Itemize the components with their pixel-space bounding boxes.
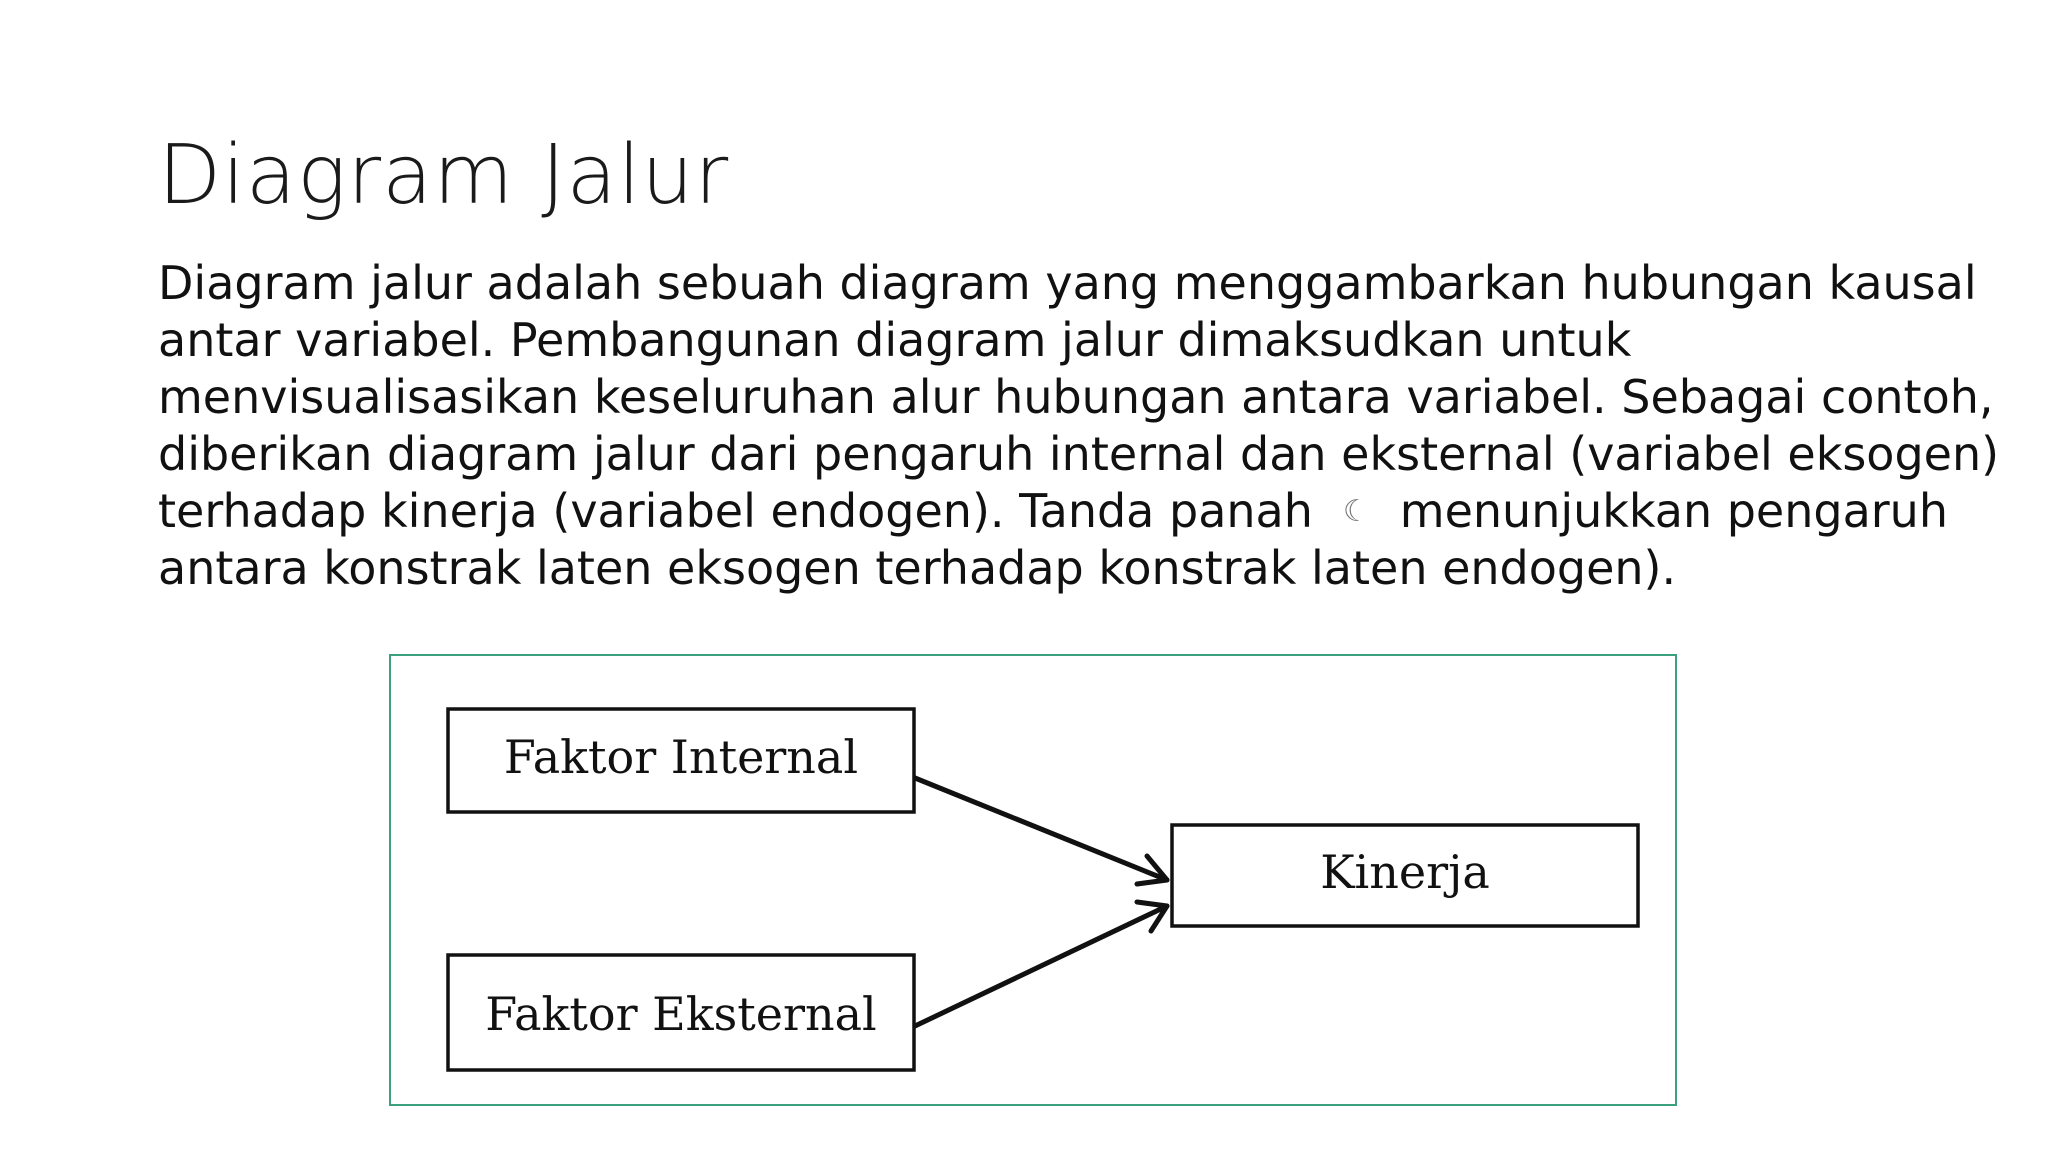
- body-line-part: terhadap kinerja (variabel endogen). Tanda panah: [158, 484, 1313, 538]
- diagram-frame: [389, 654, 1677, 1106]
- node-faktor-eksternal-label: Faktor Eksternal: [485, 987, 877, 1041]
- body-line: menvisualisasikan keseluruhan alur hubungan antara variabel. Sebagai contoh,: [158, 370, 1994, 424]
- arrow-symbol-icon: ☾: [1342, 494, 1370, 529]
- body-line-part: menunjukkan pengaruh: [1399, 484, 1948, 538]
- edge-eksternal-to-kinerja: [915, 902, 1167, 1026]
- slide-body: [158, 255, 2000, 597]
- body-line: antara konstrak laten eksogen terhadap konstrak laten endogen).: [158, 541, 1677, 595]
- node-kinerja: [1172, 825, 1638, 926]
- node-faktor-eksternal: [448, 955, 914, 1070]
- path-diagram: [391, 656, 1675, 1104]
- node-faktor-internal: [448, 709, 914, 812]
- body-line: diberikan diagram jalur dari pengaruh internal dan eksternal (variabel eksogen): [158, 427, 2000, 481]
- node-kinerja-label: Kinerja: [1320, 845, 1490, 899]
- body-line: antar variabel. Pembangunan diagram jalur dimaksudkan untuk: [158, 313, 1632, 367]
- slide-title: Diagram Jalur: [158, 128, 730, 223]
- body-line: Diagram jalur adalah sebuah diagram yang menggambarkan hubungan kausal: [158, 256, 1977, 310]
- body-line-with-symbol: [158, 483, 1948, 540]
- node-faktor-internal-label: Faktor Internal: [503, 730, 859, 784]
- edge-internal-to-kinerja: [915, 778, 1167, 884]
